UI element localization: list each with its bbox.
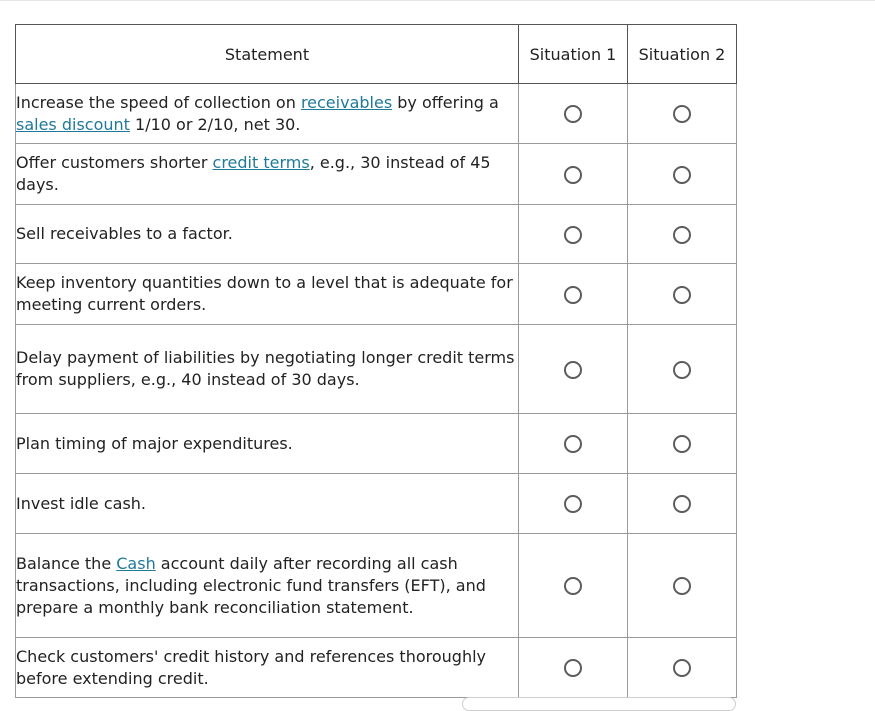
- situation-1-radio[interactable]: [564, 577, 582, 595]
- table-row: [16, 325, 737, 414]
- situation-2-radio[interactable]: [673, 286, 691, 304]
- situation-2-radio[interactable]: [673, 495, 691, 513]
- situation-1-cell: [519, 144, 628, 205]
- situation-2-cell: [628, 205, 737, 264]
- statement-cell: [16, 534, 519, 638]
- statement-cell: [16, 205, 519, 264]
- situation-2-radio[interactable]: [673, 105, 691, 123]
- statement-text: 1/10 or 2/10, net 30.: [129, 114, 301, 134]
- statement-text: Plan timing of major expenditures.: [16, 433, 293, 453]
- glossary-link[interactable]: receivables: [300, 92, 393, 112]
- situation-2-radio[interactable]: [673, 361, 691, 379]
- statement-cell: [16, 144, 519, 205]
- glossary-link[interactable]: Cash: [116, 553, 156, 573]
- statement-text: by offering a: [392, 92, 499, 112]
- top-rule: [0, 0, 875, 1]
- situation-2-cell: [628, 264, 737, 325]
- situation-1-radio[interactable]: [564, 286, 582, 304]
- situation-2-radio[interactable]: [673, 659, 691, 677]
- statement-text: , e.g., 30 instead of 45 days.: [16, 153, 491, 194]
- situation-1-radio[interactable]: [564, 495, 582, 513]
- statement-cell: [16, 84, 519, 144]
- statement-cell: [16, 474, 519, 534]
- situation-2-cell: [628, 414, 737, 474]
- statement-cell: [16, 638, 519, 698]
- glossary-link[interactable]: sales discount: [16, 114, 130, 134]
- statement-text: Increase the speed of collection on: [16, 92, 301, 112]
- situation-2-radio[interactable]: [673, 577, 691, 595]
- glossary-link[interactable]: credit terms: [212, 153, 310, 172]
- statement-text: Offer customers shorter: [16, 153, 213, 172]
- statement-text: Balance the: [16, 553, 117, 573]
- table-row: [16, 414, 737, 474]
- statement-text: Invest idle cash.: [16, 493, 147, 513]
- situation-1-radio[interactable]: [564, 659, 582, 677]
- table-row: [16, 638, 737, 698]
- situation-2-cell: [628, 84, 737, 144]
- bottom-control-edge: [462, 697, 736, 711]
- situation-2-cell: [628, 534, 737, 638]
- situation-1-cell: [519, 264, 628, 325]
- statement-text: Keep inventory quantities down to a level that is adequate for meeting current orders.: [16, 273, 513, 314]
- situation-1-cell: [519, 638, 628, 698]
- situation-2-cell: [628, 144, 737, 205]
- situation-2-header: Situation 2: [628, 25, 737, 84]
- situation-1-radio[interactable]: [564, 226, 582, 244]
- situation-1-radio[interactable]: [564, 105, 582, 123]
- statement-cell: [16, 414, 519, 474]
- table-row: [16, 264, 737, 325]
- situation-1-radio[interactable]: [564, 166, 582, 184]
- table-body: [16, 84, 737, 698]
- situations-table: [15, 24, 737, 698]
- situation-2-cell: [628, 638, 737, 698]
- statement-cell: [16, 325, 519, 414]
- situation-1-cell: [519, 84, 628, 144]
- statement-text: account daily after recording all cash transactions, including electronic fund transfers (EFT), and prepare a monthly bank reconciliation statement.: [16, 553, 486, 617]
- situation-1-cell: [519, 474, 628, 534]
- table-row: [16, 474, 737, 534]
- situation-1-radio[interactable]: [564, 435, 582, 453]
- statement-text: Delay payment of liabilities by negotiating longer credit terms from suppliers, e.g., 40 instead of 30 days.: [16, 348, 515, 389]
- statement-text: Sell receivables to a factor.: [16, 224, 233, 243]
- situation-1-cell: [519, 414, 628, 474]
- statement-text: Check customers' credit history and references thoroughly before extending credit.: [16, 646, 486, 688]
- situation-2-cell: [628, 474, 737, 534]
- table-row: [16, 144, 737, 205]
- situation-1-cell: [519, 205, 628, 264]
- table-row: [16, 205, 737, 264]
- situation-2-radio[interactable]: [673, 166, 691, 184]
- situation-1-header: Situation 1: [519, 25, 628, 84]
- situation-2-cell: [628, 325, 737, 414]
- situation-2-radio[interactable]: [673, 435, 691, 453]
- table-header-row: [16, 25, 737, 84]
- situation-1-radio[interactable]: [564, 361, 582, 379]
- situation-2-radio[interactable]: [673, 226, 691, 244]
- situation-1-cell: [519, 325, 628, 414]
- statement-cell: [16, 264, 519, 325]
- table-row: [16, 534, 737, 638]
- situation-1-cell: [519, 534, 628, 638]
- statement-header: Statement: [16, 25, 519, 84]
- table-row: [16, 84, 737, 144]
